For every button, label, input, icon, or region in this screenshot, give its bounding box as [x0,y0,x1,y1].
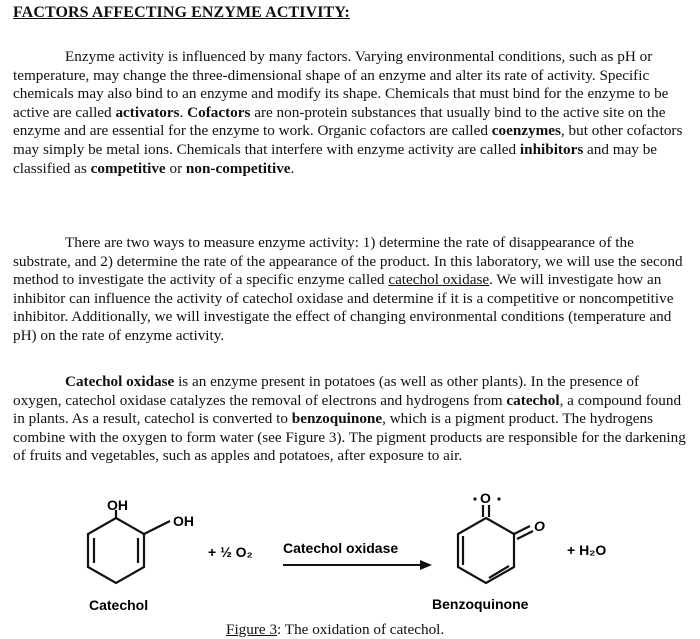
paragraph-measure-activity [13,234,691,346]
text: . [290,159,295,177]
text: Enzyme activity is influenced by many factors. Varying environmental conditions, such as pH or temperature, may change the three-dimensional shape of an enzyme and alter its rate of activity. Specific chemicals may also bind to an enzyme and modify its shape. Chemicals that must bind for the enzyme to be active are called [13,48,669,121]
term-coenzymes: coenzymes [491,122,561,140]
text: , a compound found in plants. As a result, catechol is converted to [13,391,682,428]
text: There are two ways to measure enzyme activity: 1) determine the rate of disappearance of the substrate, and 2) determine the rate of the appearance of the product. In this laboratory, we will use the second method to investigate the activity of a specific enzyme called [13,234,683,289]
text: , but other cofactors may simply be metal ions. Chemicals that interfere with enzyme activity are called [13,122,683,158]
text: , which is a pigment product. The hydrogens combine with the oxygen to form water (see Figure 3). The pigment products are responsible for the darkening of fruits and vegetables, such as apples and potatoes, after exposure to air. [13,410,686,465]
paragraph-enzyme-factors [13,48,691,178]
term-non-competitive: non-competitive [185,159,291,177]
water-product: + H₂O [567,542,607,558]
radical-dot-left [473,497,476,500]
caption-figure-number: Figure 3 [226,621,278,638]
text: . [179,103,188,121]
oxygen-reactant: + ½ O₂ [208,544,253,560]
catechol-label: Catechol [89,597,149,613]
benzoquinone-label: Benzoquinone [432,596,529,612]
term-activators: activators [115,103,180,121]
enzyme-label: Catechol oxidase [283,540,399,556]
text: is an enzyme present in potatoes (as well as other plants). In the presence of oxygen, catechol oxidase catalyzes the removal of electrons and hydrogens from [13,373,640,409]
term-benzoquinone: benzoquinone [291,410,383,428]
text: are non-protein substances that usually bind to the active site on the enzyme and are essential for the enzyme to work. Organic cofactors are called [13,103,666,140]
catechol-oh-side: OH [173,513,194,529]
term-catechol: catechol [506,391,560,409]
reaction-arrow-head [420,560,432,570]
term-competitive: competitive [90,159,166,177]
term-catechol-oxidase-bold: Catechol oxidase [65,373,175,390]
term-inhibitors: inhibitors [519,140,584,158]
text: . We will investigate how an inhibitor can influence the activity of catechol oxidase and determine if it is a competitive or noncompetitive inhibitor. Additionally, we will investigate the effect of changing environmental conditions (temperature and pH) on the rate of enzyme activity. [13,271,674,344]
figure-caption [226,621,444,639]
section-heading: FACTORS AFFECTING ENZYME ACTIVITY: [13,4,350,21]
benzoquinone-structure [458,505,533,583]
reaction-figure [0,490,700,639]
caption-text: : The oxidation of catechol. [277,621,445,638]
catechol-structure [88,510,170,583]
benzoquinone-o-top: O [480,490,491,506]
term-catechol-oxidase: catechol oxidase [388,271,490,289]
text: and may be classified as [13,140,658,177]
term-cofactors: Cofactors [187,103,251,121]
text: or [165,159,186,177]
radical-dot-right [497,497,500,500]
paragraph-catechol-oxidase [13,373,691,466]
benzoquinone-o-side: O [534,518,545,534]
catechol-oh-top: OH [107,497,128,513]
